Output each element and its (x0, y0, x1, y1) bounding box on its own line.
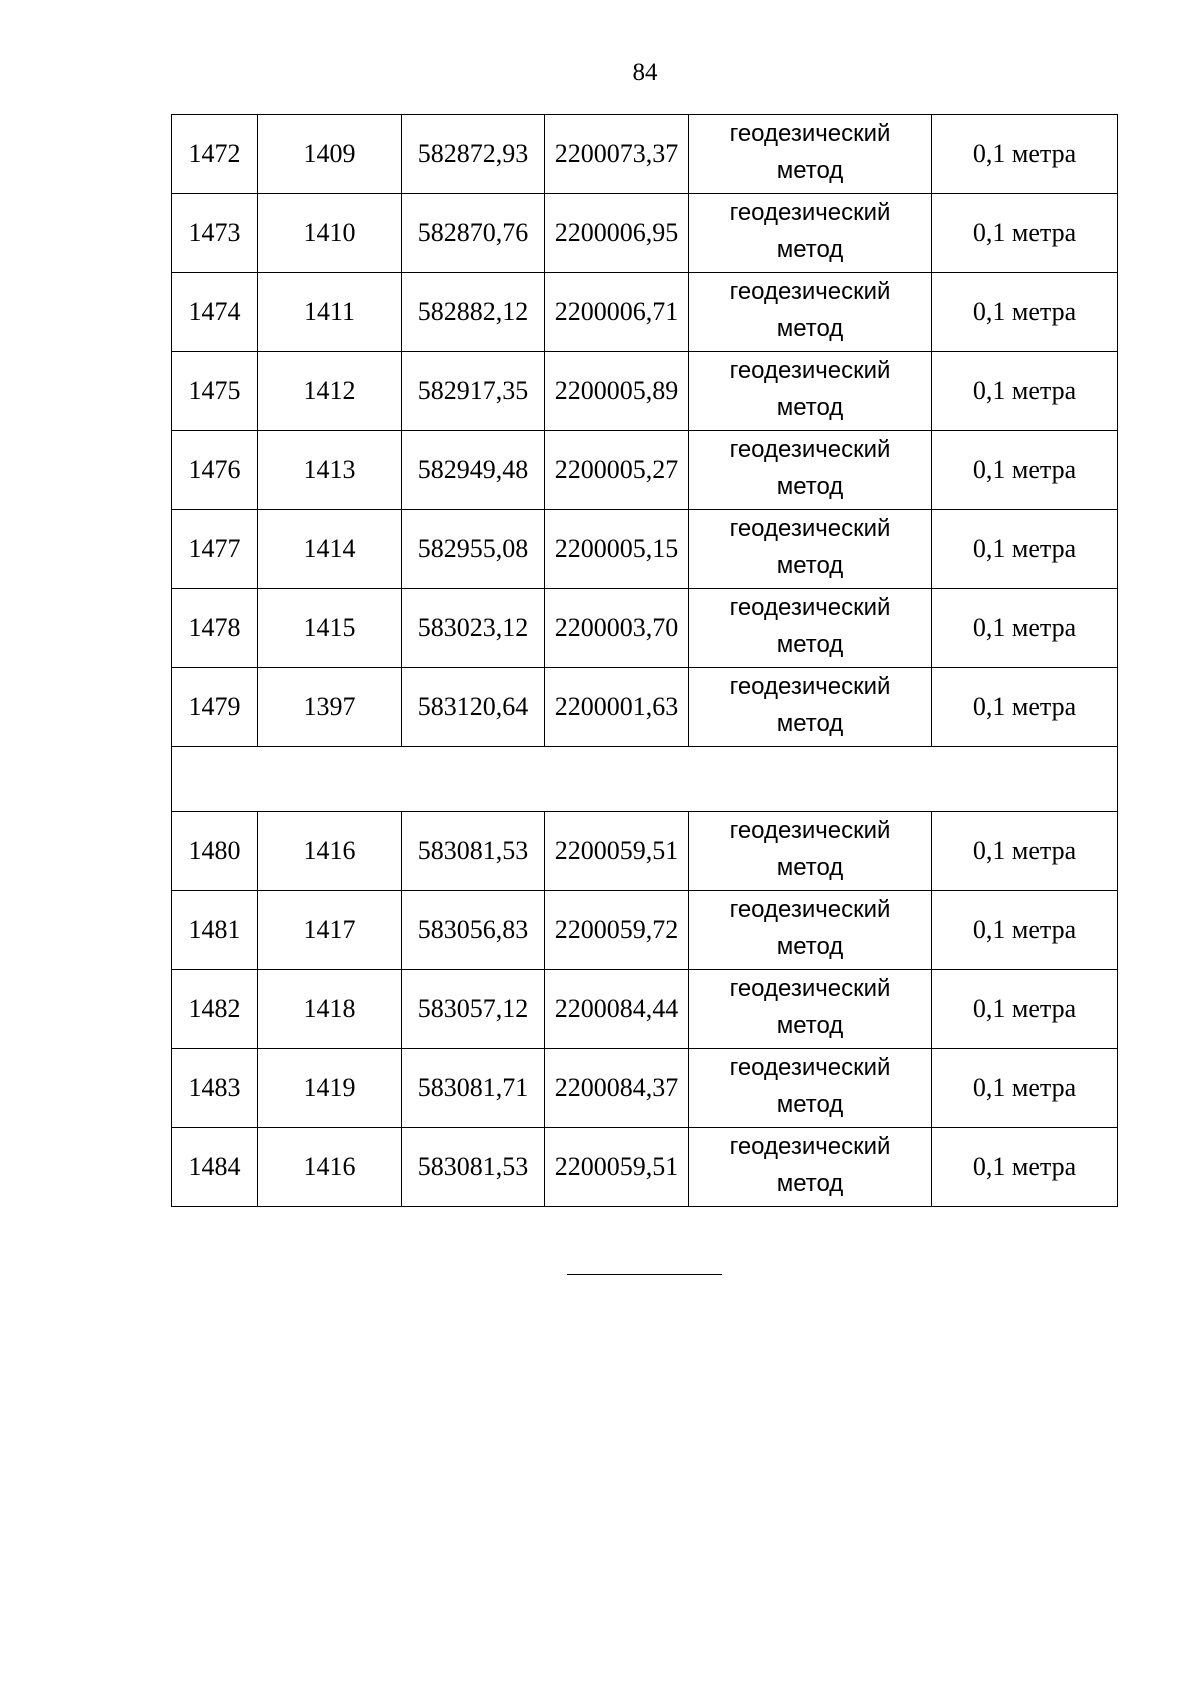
point-number-cell: 1482 (172, 970, 258, 1049)
method-line-1: геодезический (729, 1133, 891, 1160)
method-cell (689, 431, 932, 510)
reference-point-cell: 1419 (258, 1049, 402, 1128)
y-coordinate-cell: 2200001,63 (545, 668, 689, 747)
method-line-2: метод (776, 1170, 844, 1197)
reference-point-cell: 1411 (258, 273, 402, 352)
method-line-1: геодезический (729, 1054, 891, 1081)
y-coordinate-cell: 2200084,37 (545, 1049, 689, 1128)
accuracy-cell: 0,1 метра (932, 194, 1118, 273)
reference-point-cell: 1417 (258, 891, 402, 970)
empty-separator-row (172, 747, 1118, 812)
reference-point-cell: 1418 (258, 970, 402, 1049)
x-coordinate-cell: 582872,93 (402, 115, 545, 194)
x-coordinate-cell: 583081,53 (402, 1128, 545, 1207)
point-number-cell: 1483 (172, 1049, 258, 1128)
coordinates-table (171, 114, 1118, 1207)
y-coordinate-cell: 2200073,37 (545, 115, 689, 194)
method-line-2: метод (776, 394, 844, 421)
point-number-cell: 1479 (172, 668, 258, 747)
table-row (172, 510, 1118, 589)
point-number-cell: 1480 (172, 812, 258, 891)
x-coordinate-cell: 582882,12 (402, 273, 545, 352)
point-number-cell: 1478 (172, 589, 258, 668)
y-coordinate-cell: 2200005,27 (545, 431, 689, 510)
accuracy-cell: 0,1 метра (932, 431, 1118, 510)
table-row (172, 273, 1118, 352)
accuracy-cell: 0,1 метра (932, 273, 1118, 352)
method-line-2: метод (776, 315, 844, 342)
table-row (172, 1128, 1118, 1207)
method-cell (689, 115, 932, 194)
x-coordinate-cell: 582870,76 (402, 194, 545, 273)
method-cell (689, 891, 932, 970)
x-coordinate-cell: 583120,64 (402, 668, 545, 747)
accuracy-cell: 0,1 метра (932, 812, 1118, 891)
method-cell (689, 273, 932, 352)
y-coordinate-cell: 2200059,72 (545, 891, 689, 970)
table-row (172, 970, 1118, 1049)
point-number-cell: 1475 (172, 352, 258, 431)
y-coordinate-cell: 2200005,15 (545, 510, 689, 589)
table-row (172, 668, 1118, 747)
method-cell (689, 194, 932, 273)
y-coordinate-cell: 2200003,70 (545, 589, 689, 668)
method-line-1: геодезический (729, 817, 891, 844)
reference-point-cell: 1416 (258, 1128, 402, 1207)
method-line-2: метод (776, 473, 844, 500)
method-cell (689, 970, 932, 1049)
y-coordinate-cell: 2200059,51 (545, 812, 689, 891)
table-row (172, 891, 1118, 970)
x-coordinate-cell: 583023,12 (402, 589, 545, 668)
method-line-1: геодезический (729, 357, 891, 384)
method-line-2: метод (776, 710, 844, 737)
table-row (172, 115, 1118, 194)
method-line-1: геодезический (729, 673, 891, 700)
accuracy-cell: 0,1 метра (932, 891, 1118, 970)
method-cell (689, 1128, 932, 1207)
x-coordinate-cell: 582917,35 (402, 352, 545, 431)
method-line-1: геодезический (729, 436, 891, 463)
method-line-2: метод (776, 1091, 844, 1118)
x-coordinate-cell: 583056,83 (402, 891, 545, 970)
reference-point-cell: 1412 (258, 352, 402, 431)
x-coordinate-cell: 583081,71 (402, 1049, 545, 1128)
method-line-1: геодезический (729, 975, 891, 1002)
accuracy-cell: 0,1 метра (932, 668, 1118, 747)
reference-point-cell: 1409 (258, 115, 402, 194)
table-row (172, 1049, 1118, 1128)
accuracy-cell: 0,1 метра (932, 510, 1118, 589)
accuracy-cell: 0,1 метра (932, 115, 1118, 194)
method-line-1: геодезический (729, 896, 891, 923)
empty-separator-cell (172, 747, 1118, 812)
point-number-cell: 1473 (172, 194, 258, 273)
method-line-1: геодезический (729, 278, 891, 305)
table-row (172, 352, 1118, 431)
y-coordinate-cell: 2200084,44 (545, 970, 689, 1049)
accuracy-cell: 0,1 метра (932, 970, 1118, 1049)
point-number-cell: 1474 (172, 273, 258, 352)
table-row (172, 589, 1118, 668)
reference-point-cell: 1416 (258, 812, 402, 891)
reference-point-cell: 1397 (258, 668, 402, 747)
y-coordinate-cell: 2200059,51 (545, 1128, 689, 1207)
method-cell (689, 668, 932, 747)
method-line-2: метод (776, 236, 844, 263)
table-row (172, 194, 1118, 273)
reference-point-cell: 1413 (258, 431, 402, 510)
method-cell (689, 812, 932, 891)
reference-point-cell: 1414 (258, 510, 402, 589)
table-body (172, 115, 1118, 1207)
accuracy-cell: 0,1 метра (932, 352, 1118, 431)
table-row (172, 431, 1118, 510)
point-number-cell: 1484 (172, 1128, 258, 1207)
page-number: 84 (632, 59, 658, 86)
method-cell (689, 589, 932, 668)
end-of-document-rule (567, 1274, 722, 1275)
method-line-1: геодезический (729, 594, 891, 621)
method-cell (689, 510, 932, 589)
x-coordinate-cell: 582949,48 (402, 431, 545, 510)
x-coordinate-cell: 583081,53 (402, 812, 545, 891)
point-number-cell: 1472 (172, 115, 258, 194)
point-number-cell: 1477 (172, 510, 258, 589)
method-line-1: геодезический (729, 199, 891, 226)
method-line-2: метод (776, 854, 844, 881)
reference-point-cell: 1415 (258, 589, 402, 668)
method-line-2: метод (776, 631, 844, 658)
y-coordinate-cell: 2200006,71 (545, 273, 689, 352)
table-row (172, 812, 1118, 891)
accuracy-cell: 0,1 метра (932, 1049, 1118, 1128)
x-coordinate-cell: 582955,08 (402, 510, 545, 589)
method-line-2: метод (776, 552, 844, 579)
method-line-1: геодезический (729, 515, 891, 542)
method-line-2: метод (776, 157, 844, 184)
method-cell (689, 352, 932, 431)
accuracy-cell: 0,1 метра (932, 1128, 1118, 1207)
method-line-1: геодезический (729, 120, 891, 147)
point-number-cell: 1476 (172, 431, 258, 510)
point-number-cell: 1481 (172, 891, 258, 970)
y-coordinate-cell: 2200005,89 (545, 352, 689, 431)
method-line-2: метод (776, 1012, 844, 1039)
y-coordinate-cell: 2200006,95 (545, 194, 689, 273)
reference-point-cell: 1410 (258, 194, 402, 273)
accuracy-cell: 0,1 метра (932, 589, 1118, 668)
x-coordinate-cell: 583057,12 (402, 970, 545, 1049)
method-line-2: метод (776, 933, 844, 960)
method-cell (689, 1049, 932, 1128)
